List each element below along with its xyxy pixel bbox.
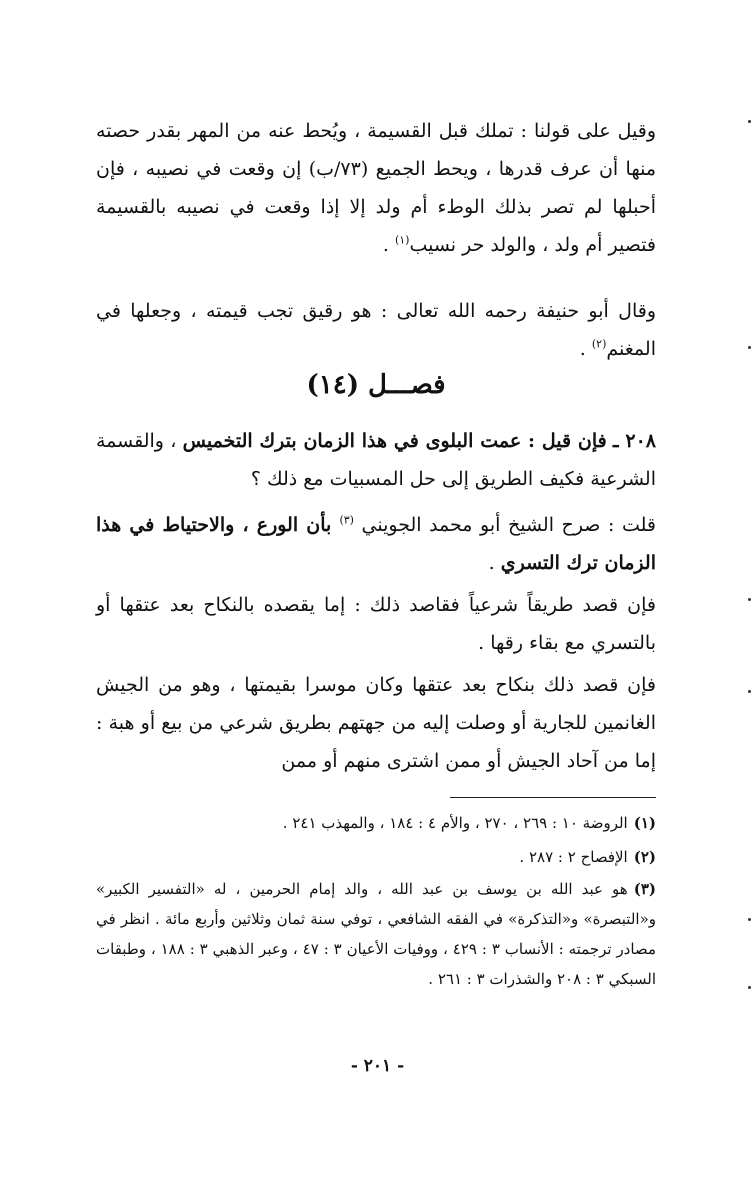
scan-edge-mark: [748, 120, 751, 123]
footnote-divider: [450, 797, 656, 798]
paragraph-4-end: .: [488, 552, 501, 574]
footnote-1: [96, 808, 656, 838]
paragraph-1: [96, 112, 656, 264]
scan-edge-mark: [748, 346, 751, 349]
footnote-2-marker: (٢): [633, 848, 656, 866]
footnote-2-text: الإفصاح ٢ : ٢٨٧ .: [519, 848, 628, 866]
page-number: - ٢٠١ -: [350, 1056, 405, 1076]
footnote-3-text: هو عبد الله بن يوسف بن عبد الله ، والد إمام الحرمين ، له «التفسير الكبير» و«التبصرة» و«التذكرة» في الفقه الشافعي ، توفي سنة ثمان وثلاثين وأربع مائة . انظر في مصادر ترجمته : الأنساب ٣ : ٤٢٩ ، ووفيات الأعيان ٣ : ٤٧ ، وعبر الذهبي ٣ : ١٨٨ ، وطبقات السبكي ٣ : ٢٠٨ والشذرات ٣ : ٢٦١ .: [96, 880, 656, 988]
paragraph-2-end: .: [579, 338, 592, 360]
paragraph-2: [96, 292, 656, 368]
paragraph-3-rest: ، والقسمة الشرعية فكيف الطريق إلى حل المسبيات مع ذلك ؟: [96, 430, 656, 490]
footnote-ref-3: (٣): [339, 513, 354, 527]
footnote-3-marker: (٣): [633, 880, 656, 898]
paragraph-4-bold: بأن الورع ، والاحتياط في هذا الزمان ترك التسري: [96, 514, 656, 574]
scan-edge-mark: [748, 986, 751, 989]
footnote-3: [96, 874, 656, 994]
paragraph-4-start: قلت : صرح الشيخ أبو محمد الجويني: [361, 514, 656, 536]
paragraph-3-bold: فإن قيل : عمت البلوى في هذا الزمان بترك التخميس: [182, 430, 607, 452]
item-number: ٢٠٨ ـ: [612, 430, 657, 452]
scan-edge-mark: [748, 598, 751, 601]
paragraph-2-text: وقال أبو حنيفة رحمه الله تعالى : هو رقيق تجب قيمته ، وجعلها في المغنم: [96, 300, 656, 360]
footnote-ref-1: (١): [394, 233, 410, 247]
footnote-1-text: الروضة ١٠ : ٢٦٩ ، ٢٧٠ ، والأم ٤ : ١٨٤ ، والمهذب ٢٤١ .: [282, 814, 628, 832]
paragraph-3: [96, 422, 656, 498]
paragraph-6: فإن قصد ذلك بنكاح بعد عتقها وكان موسرا بقيمتها ، وهو من الجيش الغانمين للجارية أو وصلت إليه من جهتهم بطريق شرعي من بيع أو هبة : إما من آحاد الجيش أو ممن اشترى منهم أو ممن: [96, 674, 656, 772]
paragraph-5: فإن قصد طريقاً شرعياً فقاصد ذلك : إما يقصده بالنكاح بعد عتقها أو بالتسري مع بقاء رقها .: [96, 594, 656, 654]
scan-edge-mark: [748, 918, 751, 921]
section-heading: فصـــل (١٤): [306, 370, 446, 400]
paragraph-1-text: وقيل على قولنا : تملك قبل القسيمة ، ويُحط عنه من المهر بقدر حصته منها أن عرف قدرها ، ويحط الجميع (٧٣/ب) إن وقعت في نصيبه ، فإن أحبلها لم تصر بذلك الوطء أم ولد إلا إذا وقعت في نصيبه بالقسيمة فتصير أم ولد ، والولد حر نسيب: [96, 120, 656, 256]
paragraph-1-end: .: [382, 234, 395, 256]
paragraph-4: [96, 506, 656, 582]
footnote-ref-2: (٢): [591, 337, 607, 351]
footnote-1-marker: (١): [633, 814, 656, 832]
footnote-2: [96, 842, 656, 872]
scan-edge-mark: [748, 690, 751, 693]
